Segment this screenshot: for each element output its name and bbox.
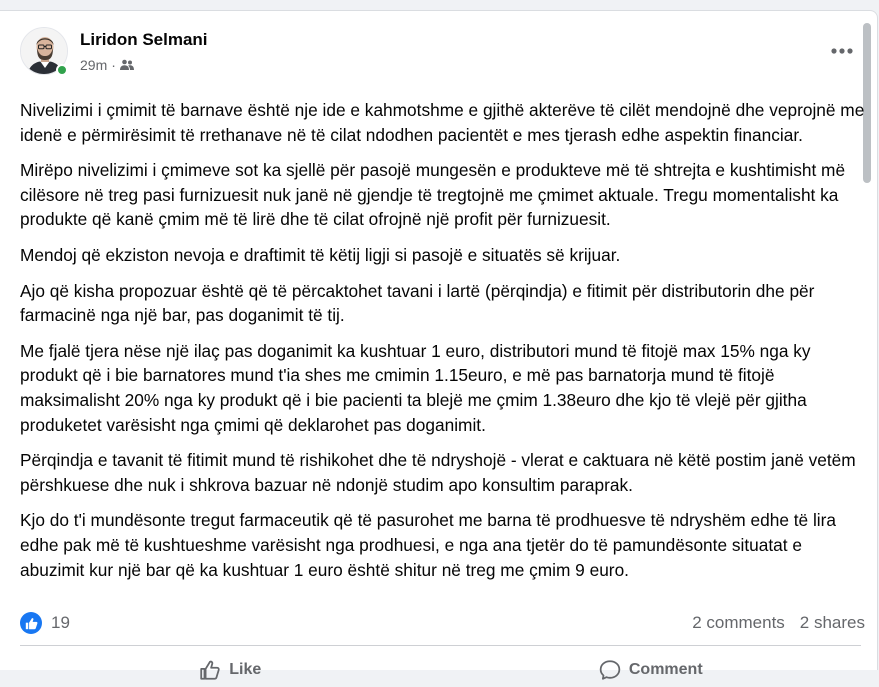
like-reaction-icon bbox=[20, 612, 42, 634]
post-paragraph: Përqindja e tavanit të fitimit mund të rishikohet dhe të ndryshojë - vlerat e caktuara në këtë postim janë vetëm përshkuese dhe nuk i shkrova bazuar në ndonjë studim apo konsultim paraprak. bbox=[20, 450, 856, 495]
shares-count-link[interactable]: 2 shares bbox=[799, 613, 865, 632]
post-actions-bar bbox=[20, 653, 861, 687]
actions-divider bbox=[20, 645, 861, 646]
post-timestamp[interactable]: 29m bbox=[80, 57, 108, 73]
thumbs-up-icon bbox=[199, 659, 221, 681]
author-name[interactable]: Liridon Selmani bbox=[80, 30, 208, 49]
post-paragraph: Me fjalë tjera nëse një ilaç pas doganimit ka kushtuar 1 euro, distributori mund të fitojë max 15% nga ky produkt që i bie barnatores mund t'ia shes me cmimin 1.15euro, e më pas barnatorja mund të fitojë maksimalisht 20% nga ky produkt që i bie pacienti ta blejë me çmim 1.38euro dhe kjo të vlejë për gjitha produketet varësisht nga çmimi që deklarohet pas doganimit. bbox=[20, 340, 811, 435]
more-dots-icon bbox=[831, 48, 853, 54]
post-body bbox=[20, 98, 870, 593]
comments-count-link[interactable]: 2 comments bbox=[692, 613, 785, 632]
online-status-dot bbox=[56, 64, 68, 76]
post-card bbox=[0, 10, 878, 678]
like-button[interactable] bbox=[20, 653, 441, 687]
reactions-summary[interactable] bbox=[20, 612, 70, 634]
comment-button[interactable] bbox=[441, 653, 862, 687]
engagement-counts bbox=[692, 613, 865, 633]
like-button-label: Like bbox=[229, 661, 262, 678]
post-paragraph: Ajo që kisha propozuar është që të përcaktohet tavani i lartë (përqindja) e fitimit për distributorin dhe për farmacinë nga një bar, pas doganimit të tij. bbox=[20, 280, 815, 326]
post-header bbox=[20, 27, 860, 79]
post-paragraph: Kjo do t'i mundësonte tregut farmaceutik që të pasurohet me barna të prodhuesve të ndryshëm edhe të lira edhe pak më të kushtueshme varësisht nga prodhuesi, e nga ana tjetër do të pamundësonte situatat e abuzimit kur një bar që ka kushtuar 1 euro është shitur në treg me çmim 9 euro. bbox=[20, 510, 836, 580]
post-stats bbox=[20, 610, 865, 636]
comment-icon bbox=[599, 659, 621, 681]
friends-icon[interactable] bbox=[120, 59, 134, 71]
more-options-button[interactable] bbox=[824, 39, 860, 63]
meta-separator: · bbox=[111, 57, 116, 73]
post-paragraph: Mendoj që ekziston nevoja e draftimit të këtij ligji si pasojë e situatës së krijuar. bbox=[20, 244, 621, 265]
comment-button-label: Comment bbox=[628, 661, 703, 678]
post-meta bbox=[80, 56, 134, 74]
post-paragraph: Nivelizimi i çmimit të barnave është nje ide e kahmotshme e gjithë akterëve të cilët mendojnë dhe veprojnë me idenë e përmirësimit të rrethanave në të cilat ndodhen pacientët e mes tjerash edhe aspektin financiar. bbox=[20, 100, 865, 145]
post-paragraph: Mirëpo nivelizimi i çmimeve sot ka sjellë për pasojë mungesën e produkteve më të shtrejta e kushtimisht më cilësore në treg pasi furnizuesit nuk janë në gjendje të tregtojnë me çmimet aktuale. Tregu momentalisht ka produkte që kanë çmim më të lirë dhe të cilat ofrojnë një profit për furnizuesit. bbox=[20, 160, 846, 230]
reactions-count: 19 bbox=[51, 613, 70, 632]
